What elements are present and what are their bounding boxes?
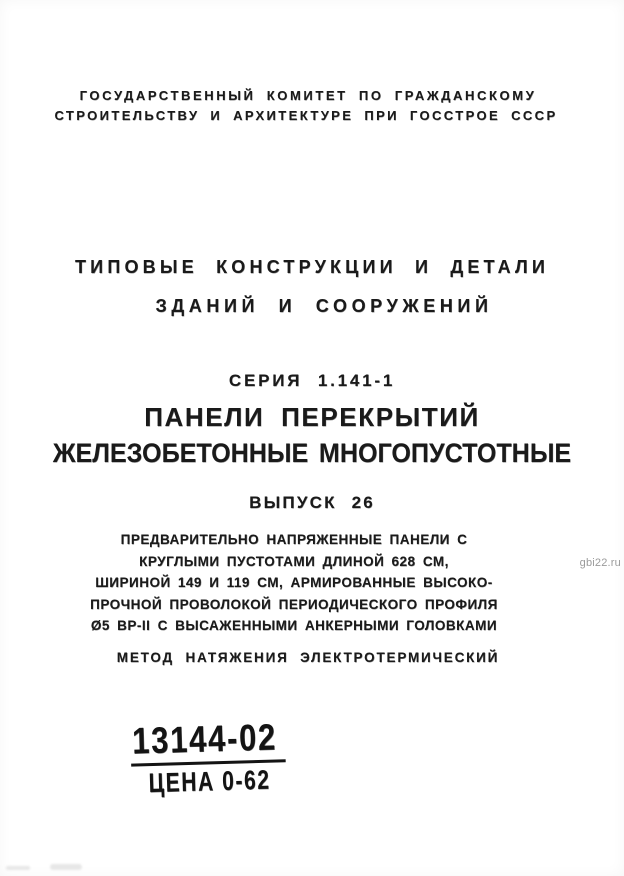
site-watermark: gbi22.ru (579, 557, 621, 569)
spec-line: ШИРИНОЙ 149 И 119 СМ, АРМИРОВАННЫЕ ВЫСОКО- (95, 575, 493, 590)
spec-line: ПРЕДВАРИТЕЛЬНО НАПРЯЖЕННЫЕ ПАНЕЛИ С (120, 532, 468, 547)
scan-smudge (6, 866, 30, 870)
spec-line: ПРОЧНОЙ ПРОВОЛОКОЙ ПЕРИОДИЧЕСКОГО ПРОФИЛЯ (90, 596, 498, 612)
spec-line: Ø5 ВР-II С ВЫСАЖЕННЫМИ АНКЕРНЫМИ ГОЛОВКАМИ (90, 618, 498, 633)
header-org-line-1: ГОСУДАРСТВЕННЫЙ КОМИТЕТ ПО ГРАЖДАНСКОМУ (79, 88, 537, 103)
price-stamp (130, 715, 317, 799)
doc-type-line-2: ЗДАНИЙ И СООРУЖЕНИЙ (155, 296, 493, 316)
issue-label: ВЫПУСК 26 (249, 493, 375, 512)
method-label: МЕТОД НАТЯЖЕНИЯ ЭЛЕКТРОТЕРМИЧЕСКИЙ (116, 650, 500, 665)
stamp-price: ЦЕНА 0-62 (148, 764, 271, 799)
scan-smudge (50, 864, 82, 870)
series-label: СЕРИЯ 1.141-1 (228, 371, 396, 390)
spec-line: КРУГЛЫМИ ПУСТОТАМИ ДЛИНОЙ 628 СМ, (139, 553, 449, 569)
stamp-number: 13144-02 (130, 716, 286, 766)
main-title-line-2: ЖЕЛЕЗОБЕТОННЫЕ МНОГОПУСТОТНЫЕ (52, 438, 572, 468)
doc-type-line-1: ТИПОВЫЕ КОНСТРУКЦИИ И ДЕТАЛИ (74, 257, 550, 277)
main-title-line-1: ПАНЕЛИ ПЕРЕКРЫТИЙ (144, 402, 480, 432)
spec-paragraph (0, 529, 606, 637)
header-org-line-2: СТРОИТЕЛЬСТВУ И АРХИТЕКТУРЕ ПРИ ГОССТРОЕ СССР (54, 108, 558, 123)
